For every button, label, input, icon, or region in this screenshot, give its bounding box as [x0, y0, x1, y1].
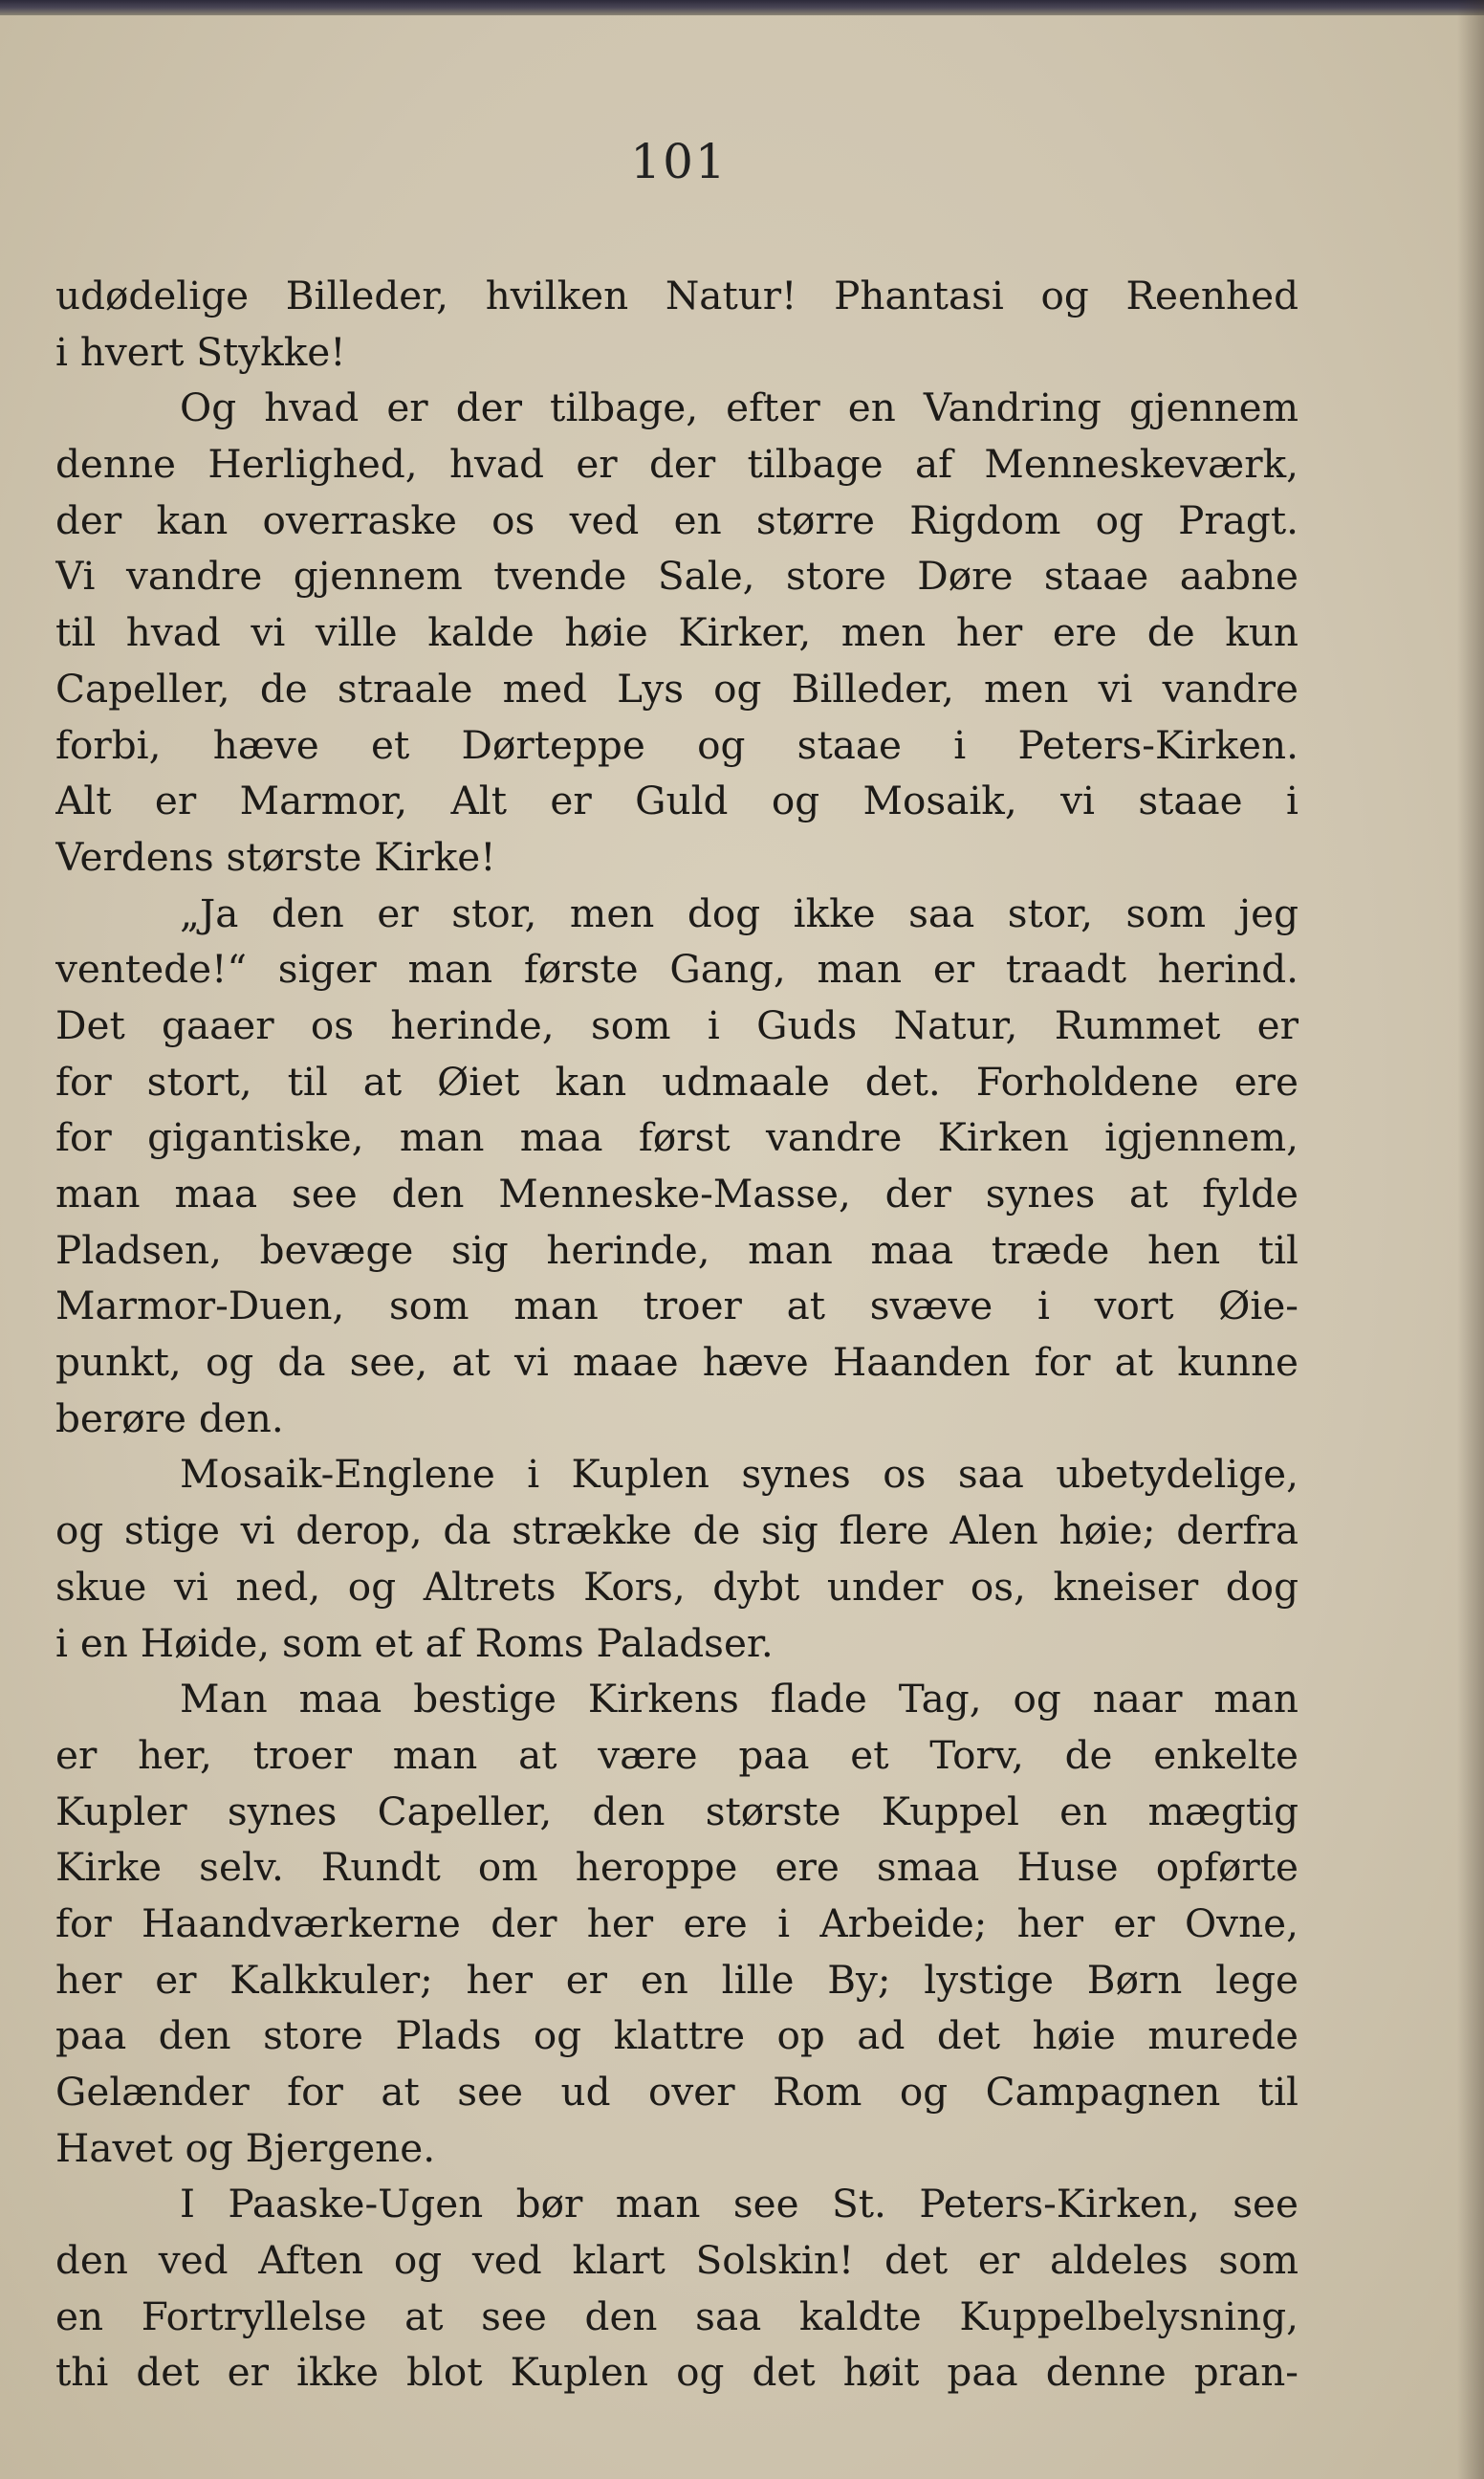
page-top-edge: [0, 0, 1484, 15]
text-line: Det gaaer os herinde, som i Guds Natur, Rummet er: [55, 1001, 1298, 1048]
text-line: der kan overraske os ved en større Rigdom og Pragt.: [55, 496, 1298, 543]
text-line: denne Herlighed, hvad er der tilbage af Menneskeværk,: [55, 441, 1298, 488]
page-edge-shadow: [1457, 0, 1484, 2479]
text-line: Man maa bestige Kirkens flade Tag, og naar man: [180, 1676, 1298, 1722]
text-line: for stort, til at Øiet kan udmaale det. Forholdene ere: [55, 1058, 1298, 1105]
text-line: punkt, og da see, at vi maae hæve Haanden for at kunne: [55, 1339, 1298, 1386]
text-line: Vi vandre gjennem tvende Sale, store Døre staae aabne: [55, 553, 1298, 600]
text-line: forbi, hæve et Dørteppe og staae i Peters-Kirken.: [55, 721, 1298, 768]
text-line: Verdens største Kirke!: [55, 833, 496, 880]
text-line: i en Høide, som et af Roms Paladser.: [55, 1619, 774, 1666]
text-line: Pladsen, bevæge sig herinde, man maa træde hen til: [55, 1226, 1298, 1273]
text-line: Mosaik-Englene i Kuplen synes os saa ubetydelige,: [180, 1451, 1298, 1498]
text-line: I Paaske-Ugen bør man see St. Peters-Kirken, see: [180, 2181, 1298, 2227]
text-line: Havet og Bjergene.: [55, 2124, 436, 2171]
text-line: til hvad vi ville kalde høie Kirker, men her ere de kun: [55, 609, 1298, 656]
text-line: udødelige Billeder, hvilken Natur! Phantasi og Reenhed: [55, 273, 1298, 318]
text-line: ventede!“ siger man første Gang, man er traadt herind.: [55, 946, 1298, 993]
text-line: man maa see den Menneske-Masse, der synes at fylde: [55, 1171, 1298, 1217]
text-line: for gigantiske, man maa først vandre Kirken igjennem,: [55, 1114, 1298, 1161]
text-line: skue vi ned, og Altrets Kors, dybt under os, kneiser dog: [55, 1563, 1298, 1610]
text-line: i hvert Stykke!: [55, 328, 346, 375]
text-line: Og hvad er der tilbage, efter en Vandring gjennem: [180, 384, 1298, 431]
text-line: Capeller, de straale med Lys og Billeder, men vi vandre: [55, 665, 1298, 712]
text-line: Alt er Marmor, Alt er Guld og Mosaik, vi staae i: [55, 778, 1298, 824]
text-line: er her, troer man at være paa et Torv, de enkelte: [55, 1731, 1298, 1778]
text-line: Kirke selv. Rundt om heroppe ere smaa Huse opførte: [55, 1844, 1298, 1891]
text-line: den ved Aften og ved klart Solskin! det er aldeles som: [55, 2237, 1298, 2284]
page-number: 101: [630, 134, 728, 189]
text-line: en Fortryllelse at see den saa kaldte Kuppelbelysning,: [55, 2293, 1298, 2339]
text-line: berøre den.: [55, 1394, 284, 1441]
text-line: paa den store Plads og klattre op ad det høie murede: [55, 2012, 1298, 2059]
text-line: her er Kalkkuler; her er en lille By; lystige Børn lege: [55, 1956, 1298, 2003]
text-line: og stige vi derop, da strække de sig flere Alen høie; derfra: [55, 1507, 1298, 1554]
text-line: „Ja den er stor, men dog ikke saa stor, som jeg: [180, 889, 1298, 936]
text-line: Marmor-Duen, som man troer at svæve i vort Øie-: [55, 1283, 1298, 1329]
text-line: thi det er ikke blot Kuplen og det høit paa denne pran-: [55, 2349, 1298, 2396]
text-line: Gelænder for at see ud over Rom og Campagnen til: [55, 2069, 1298, 2115]
text-line: for Haandværkerne der her ere i Arbeide; her er Ovne,: [55, 1899, 1298, 1946]
text-line: Kupler synes Capeller, den største Kuppel en mægtig: [55, 1788, 1298, 1834]
body-text: [55, 268, 1298, 2401]
